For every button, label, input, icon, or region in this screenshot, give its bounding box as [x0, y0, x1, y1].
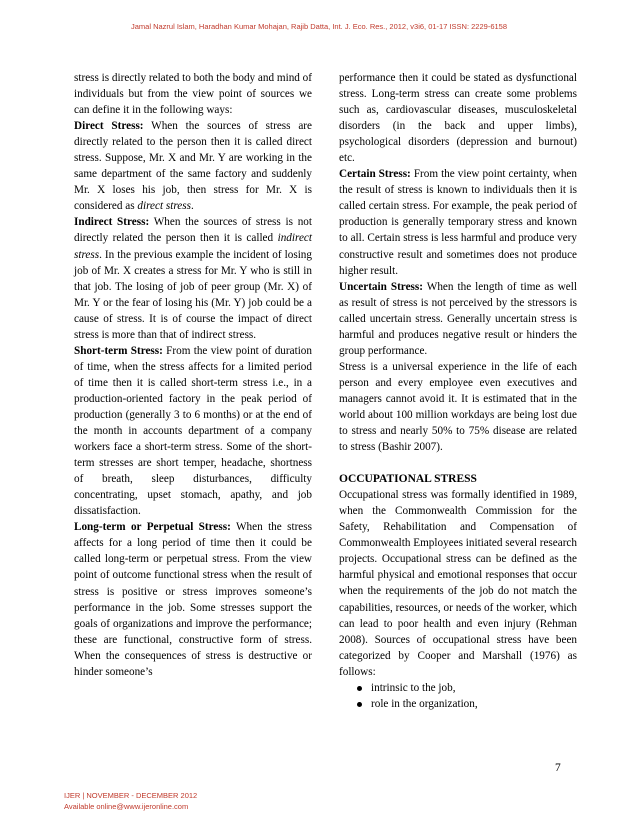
list-item: role in the organization,	[357, 696, 577, 712]
direct-stress-term: Direct Stress:	[74, 120, 144, 133]
indirect-stress-paragraph	[74, 214, 312, 342]
footer-issue: IJER | NOVEMBER - DECEMBER 2012	[64, 791, 198, 800]
dysfunctional-paragraph: performance then it could be stated as dysfunctional stress. Long-term stress can create some problems such as, cardiovascular diseases, musculoskeletal disorders (in the back and upper limbs), psychological disorders (depression and burnout) etc.	[339, 72, 577, 165]
indirect-stress-body-cont: . In the previous example the incident of losing job of Mr. X creates a stress for Mr. Y who is still in that job. The losing of job of peer group (Mr. X) of Mr. Y or the fear of losing his (Mr. Y) job could be a cause of stress. It is of course the impact of direct stress is more than that of indirect stress.	[74, 248, 312, 341]
uncertain-stress-paragraph	[339, 279, 577, 359]
short-term-stress-term: Short-term Stress:	[74, 344, 163, 357]
long-term-stress-body: When the stress affects for a long period of time then it could be called long-term or perpetual stress. From the view point of outcome functional stress when the result of stress is positive or stress improves someone’s performance in the job. Some stresses support the goals of organizations and improve the performance; these are functional, constructive form of stress. When the consequences of stress is destructive or hinder someone’s	[74, 521, 312, 678]
stress-sources-list	[339, 680, 577, 712]
certain-stress-paragraph	[339, 166, 577, 278]
uncertain-stress-term: Uncertain Stress:	[339, 280, 423, 293]
indirect-stress-italic: indirect stress	[74, 232, 312, 261]
indirect-stress-term: Indirect Stress:	[74, 216, 150, 229]
direct-stress-paragraph	[74, 118, 312, 214]
universal-stress-paragraph: Stress is a universal experience in the life of each person and every employee even executives and managers cannot avoid it. It is estimated that in the world about 100 million workdays are being lost due to stress and nearly 50% to 75% disease are related to stress (Bashir 2007).	[339, 360, 577, 454]
certain-stress-term: Certain Stress:	[339, 168, 411, 181]
intro-paragraph: stress is directly related to both the body and mind of individuals but from the view point of sources we can define it in the following ways:	[74, 72, 312, 117]
running-header: Jamal Nazrul Islam, Haradhan Kumar Mohajan, Rajib Datta, Int. J. Eco. Res., 2012, v3i6, 01-17 ISSN: 2229-6158	[130, 22, 508, 31]
long-term-stress-term: Long-term or Perpetual Stress:	[74, 521, 231, 534]
direct-stress-italic: direct stress	[137, 200, 191, 213]
list-item: intrinsic to the job,	[357, 680, 577, 696]
short-term-stress-body: From the view point of duration of time, when the stress affects for a limited period of time then it is called short-term stress i.e., in a production-oriented factory in the peak period of production (generally 3 to 6 months) or at the end of the month in accounts department of a company workers face a short-term stress. Some of the short-term stresses are short temper, headache, shortness of breath, sleep disturbances, difficulty concentrating, upset stomach, apathy, and job dissatisfaction.	[74, 344, 312, 518]
indirect-stress-body: When the sources of stress is not directly related the person then it is called	[74, 216, 312, 245]
page-number: 7	[555, 762, 561, 774]
right-column	[339, 70, 577, 712]
journal-footer	[64, 790, 197, 812]
occupational-stress-paragraph: Occupational stress was formally identified in 1989, when the Commonwealth Commission for the Safety, Rehabilitation and Compensation of Commonwealth Employees initiated several research projects. Occupational stress can be defined as the harmful physical and emotional responses that occur when the requirements of the job do not match the capabilities, resources, or needs of the worker, which can lead to poor health and even injury (Rehman 2008). Sources of occupational stress have been categorized by Cooper and Marshall (1976) as follows:	[339, 489, 577, 678]
section-gap	[339, 455, 577, 471]
footer-website: Available online@www.ijeronline.com	[64, 802, 189, 811]
certain-stress-body: From the view point certainty, when the result of stress is known to individuals then it is called certain stress. For example, the peak period of production is generally temporary stress and known to all. Certain stress is less harmful and produce very constructive result and sometimes does not produce higher result.	[339, 168, 577, 277]
long-term-stress-paragraph	[74, 519, 312, 679]
direct-stress-end: .	[190, 200, 194, 213]
direct-stress-body: When the sources of stress are directly related to the person then it is called direct stress. Suppose, Mr. X and Mr. Y are working in the same department of the same factory and suddenly Mr. X loses his job, then stress for Mr. X is considered as	[74, 120, 312, 213]
short-term-stress-paragraph	[74, 343, 312, 520]
section-heading: OCCUPATIONAL STRESS	[339, 473, 477, 486]
left-column	[74, 70, 312, 680]
uncertain-stress-body: When the length of time as well as result of stress is not perceived by the stressors is called uncertain stress. Generally uncertain stress is harmful and produces negative result or hinders the group performance.	[339, 280, 577, 357]
